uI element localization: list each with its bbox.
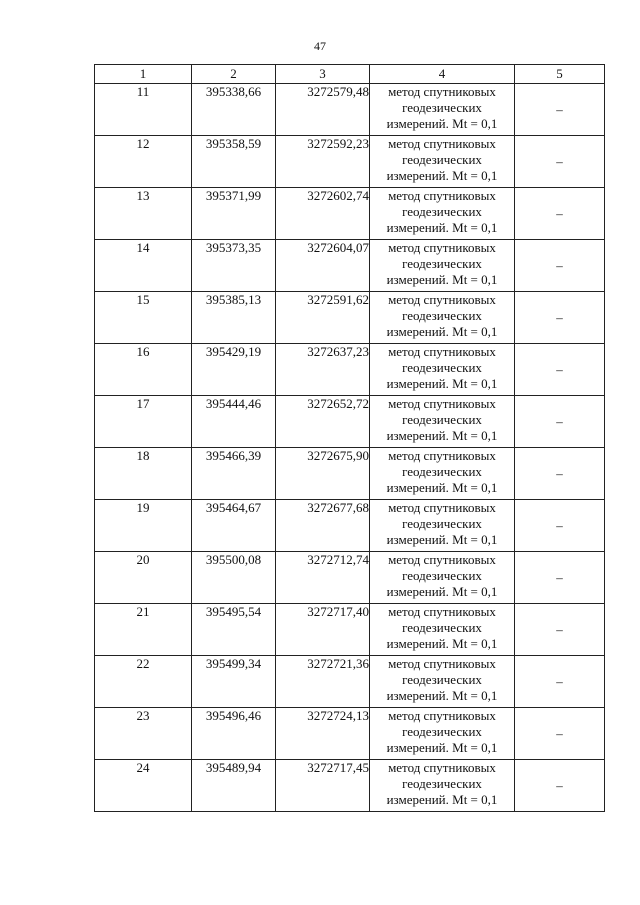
x-coordinate-cell: 395496,46 — [192, 708, 276, 760]
method-text-line: геодезических — [402, 776, 482, 791]
note-cell: – — [515, 708, 605, 760]
x-coordinate-cell: 395373,35 — [192, 240, 276, 292]
method-text-line: геодезических — [402, 724, 482, 739]
method-cell — [370, 136, 515, 188]
method-text-line: измерений. Mt = 0,1 — [386, 168, 498, 183]
table-row — [95, 188, 605, 240]
method-text-line: геодезических — [402, 204, 482, 219]
page-number: 47 — [314, 39, 326, 53]
note-cell: – — [515, 656, 605, 708]
method-text-line: измерений. Mt = 0,1 — [386, 636, 498, 651]
note-cell: – — [515, 760, 605, 812]
table-row — [95, 240, 605, 292]
coordinates-table — [94, 64, 605, 812]
method-text-line: измерений. Mt = 0,1 — [386, 740, 498, 755]
method-text-line: геодезических — [402, 672, 482, 687]
method-text-line: измерений. Mt = 0,1 — [386, 376, 498, 391]
method-text-line: измерений. Mt = 0,1 — [386, 324, 498, 339]
method-cell — [370, 292, 515, 344]
method-text-line: метод спутниковых — [388, 500, 496, 515]
method-text-line: метод спутниковых — [388, 84, 496, 99]
y-coordinate-cell: 3272677,68 — [276, 500, 370, 552]
note-cell: – — [515, 188, 605, 240]
point-number-cell: 20 — [95, 552, 192, 604]
method-text-line: метод спутниковых — [388, 188, 496, 203]
x-coordinate-cell: 395385,13 — [192, 292, 276, 344]
method-text-line: геодезических — [402, 412, 482, 427]
table-row — [95, 604, 605, 656]
y-coordinate-cell: 3272675,90 — [276, 448, 370, 500]
table-row — [95, 396, 605, 448]
point-number-cell: 11 — [95, 84, 192, 136]
y-coordinate-cell: 3272591,62 — [276, 292, 370, 344]
method-text-line: геодезических — [402, 620, 482, 635]
point-number-cell: 13 — [95, 188, 192, 240]
note-cell: – — [515, 604, 605, 656]
method-text-line: геодезических — [402, 568, 482, 583]
method-text-line: метод спутниковых — [388, 604, 496, 619]
method-text-line: измерений. Mt = 0,1 — [386, 480, 498, 495]
x-coordinate-cell: 395499,34 — [192, 656, 276, 708]
method-cell — [370, 448, 515, 500]
y-coordinate-cell: 3272602,74 — [276, 188, 370, 240]
column-header-4: 4 — [370, 65, 515, 84]
table-header-row — [95, 65, 605, 84]
method-text-line: метод спутниковых — [388, 552, 496, 567]
table-row — [95, 136, 605, 188]
column-header-5: 5 — [515, 65, 605, 84]
method-text-line: метод спутниковых — [388, 396, 496, 411]
note-cell: – — [515, 344, 605, 396]
method-cell — [370, 656, 515, 708]
x-coordinate-cell: 395500,08 — [192, 552, 276, 604]
point-number-cell: 23 — [95, 708, 192, 760]
method-cell — [370, 84, 515, 136]
method-text-line: метод спутниковых — [388, 656, 496, 671]
x-coordinate-cell: 395338,66 — [192, 84, 276, 136]
method-cell — [370, 344, 515, 396]
x-coordinate-cell: 395371,99 — [192, 188, 276, 240]
column-header-1: 1 — [95, 65, 192, 84]
column-header-2: 2 — [192, 65, 276, 84]
table-row — [95, 448, 605, 500]
method-cell — [370, 552, 515, 604]
method-text-line: метод спутниковых — [388, 344, 496, 359]
y-coordinate-cell: 3272721,36 — [276, 656, 370, 708]
table-row — [95, 344, 605, 396]
method-cell — [370, 396, 515, 448]
note-cell: – — [515, 552, 605, 604]
point-number-cell: 15 — [95, 292, 192, 344]
method-text-line: метод спутниковых — [388, 708, 496, 723]
y-coordinate-cell: 3272717,40 — [276, 604, 370, 656]
table-row — [95, 552, 605, 604]
x-coordinate-cell: 395464,67 — [192, 500, 276, 552]
method-cell — [370, 240, 515, 292]
point-number-cell: 24 — [95, 760, 192, 812]
method-text-line: измерений. Mt = 0,1 — [386, 584, 498, 599]
y-coordinate-cell: 3272717,45 — [276, 760, 370, 812]
method-text-line: геодезических — [402, 360, 482, 375]
y-coordinate-cell: 3272637,23 — [276, 344, 370, 396]
y-coordinate-cell: 3272604,07 — [276, 240, 370, 292]
note-cell: – — [515, 84, 605, 136]
method-text-line: измерений. Mt = 0,1 — [386, 116, 498, 131]
method-cell — [370, 708, 515, 760]
method-text-line: метод спутниковых — [388, 240, 496, 255]
y-coordinate-cell: 3272712,74 — [276, 552, 370, 604]
note-cell: – — [515, 240, 605, 292]
method-text-line: геодезических — [402, 256, 482, 271]
point-number-cell: 22 — [95, 656, 192, 708]
table-row — [95, 708, 605, 760]
y-coordinate-cell: 3272652,72 — [276, 396, 370, 448]
method-text-line: измерений. Mt = 0,1 — [386, 428, 498, 443]
method-text-line: геодезических — [402, 152, 482, 167]
method-cell — [370, 500, 515, 552]
y-coordinate-cell: 3272724,13 — [276, 708, 370, 760]
x-coordinate-cell: 395489,94 — [192, 760, 276, 812]
table-row — [95, 760, 605, 812]
table-row — [95, 84, 605, 136]
method-text-line: метод спутниковых — [388, 292, 496, 307]
point-number-cell: 12 — [95, 136, 192, 188]
note-cell: – — [515, 448, 605, 500]
y-coordinate-cell: 3272579,48 — [276, 84, 370, 136]
point-number-cell: 21 — [95, 604, 192, 656]
method-cell — [370, 188, 515, 240]
x-coordinate-cell: 395495,54 — [192, 604, 276, 656]
point-number-cell: 19 — [95, 500, 192, 552]
point-number-cell: 18 — [95, 448, 192, 500]
method-text-line: измерений. Mt = 0,1 — [386, 220, 498, 235]
method-text-line: метод спутниковых — [388, 136, 496, 151]
x-coordinate-cell: 395429,19 — [192, 344, 276, 396]
x-coordinate-cell: 395466,39 — [192, 448, 276, 500]
method-text-line: геодезических — [402, 464, 482, 479]
point-number-cell: 16 — [95, 344, 192, 396]
method-text-line: измерений. Mt = 0,1 — [386, 532, 498, 547]
table-body — [95, 84, 605, 812]
x-coordinate-cell: 395444,46 — [192, 396, 276, 448]
method-cell — [370, 760, 515, 812]
y-coordinate-cell: 3272592,23 — [276, 136, 370, 188]
method-text-line: метод спутниковых — [388, 448, 496, 463]
method-text-line: метод спутниковых — [388, 760, 496, 775]
x-coordinate-cell: 395358,59 — [192, 136, 276, 188]
point-number-cell: 14 — [95, 240, 192, 292]
note-cell: – — [515, 292, 605, 344]
column-header-3: 3 — [276, 65, 370, 84]
table-row — [95, 656, 605, 708]
method-text-line: измерений. Mt = 0,1 — [386, 792, 498, 807]
table-row — [95, 292, 605, 344]
method-text-line: геодезических — [402, 308, 482, 323]
note-cell: – — [515, 136, 605, 188]
method-text-line: измерений. Mt = 0,1 — [386, 688, 498, 703]
method-text-line: измерений. Mt = 0,1 — [386, 272, 498, 287]
table-row — [95, 500, 605, 552]
method-text-line: геодезических — [402, 516, 482, 531]
method-cell — [370, 604, 515, 656]
point-number-cell: 17 — [95, 396, 192, 448]
method-text-line: геодезических — [402, 100, 482, 115]
note-cell: – — [515, 396, 605, 448]
note-cell: – — [515, 500, 605, 552]
